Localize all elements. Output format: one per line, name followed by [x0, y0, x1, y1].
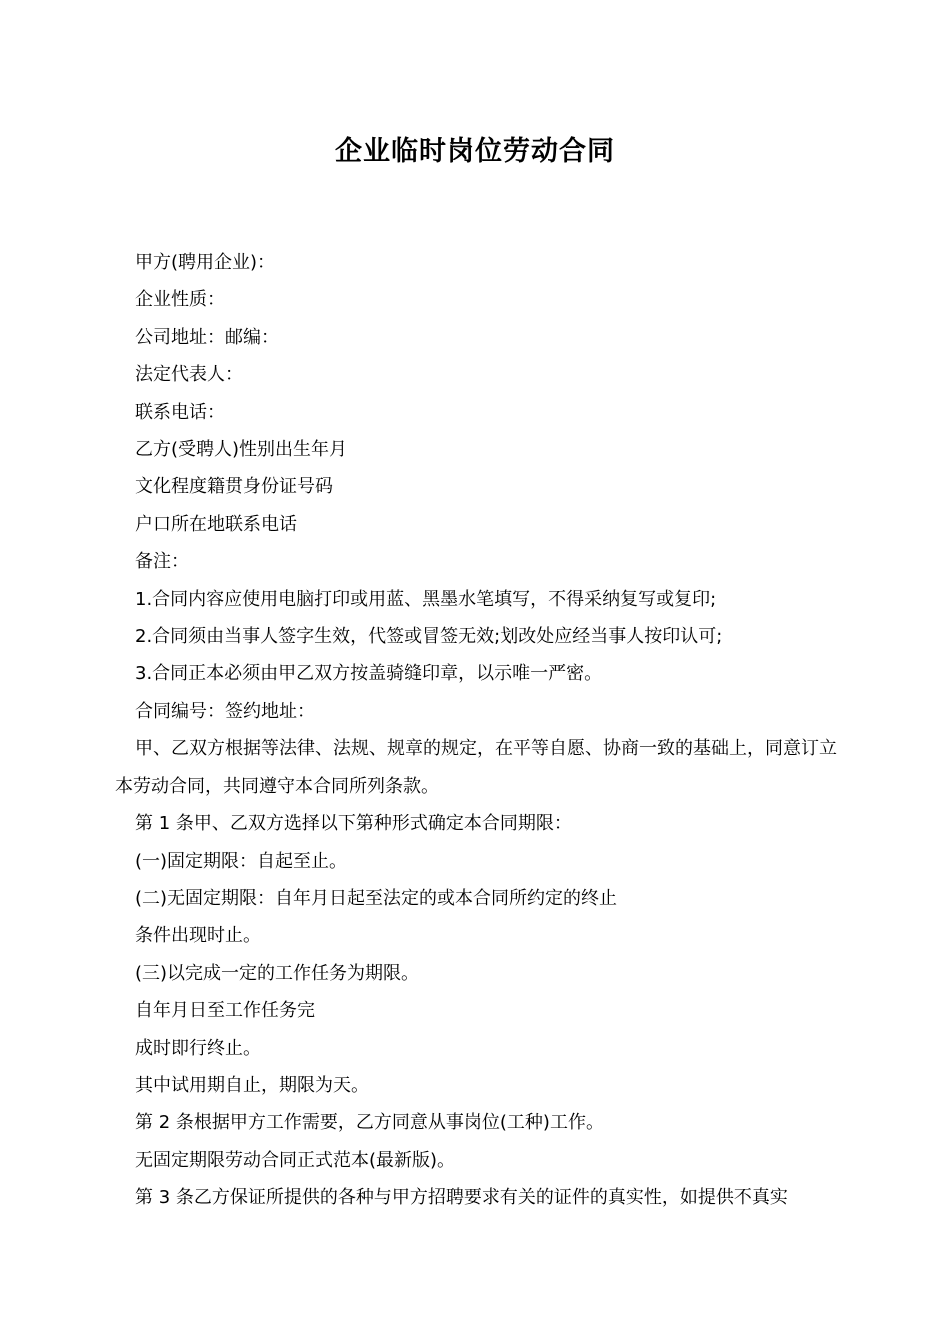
remark-item: 1.合同内容应使用电脑打印或用蓝、黑墨水笔填写，不得采纳复写或复印;	[135, 588, 717, 610]
article-paragraph: 第 1 条甲、乙双方选择以下第种形式确定本合同期限：	[135, 813, 572, 835]
clause-paragraph: 成时即行终止。	[135, 1037, 261, 1059]
document-body	[115, 244, 837, 1217]
clause-paragraph: 无固定期限劳动合同正式范本(最新版)。	[135, 1149, 456, 1171]
article-paragraph: 第 3 条乙方保证所提供的各种与甲方招聘要求有关的证件的真实性，如提供不真实	[135, 1187, 788, 1209]
contract-number-line: 合同编号：签约地址：	[135, 700, 315, 722]
clause-paragraph: 其中试用期自止，期限为天。	[135, 1074, 369, 1096]
party-a-line: 甲方(聘用企业)：	[135, 252, 276, 273]
household-line: 户口所在地联系电话	[135, 513, 297, 535]
document-title: 企业临时岗位劳动合同	[335, 136, 615, 167]
preamble-paragraph: 甲、乙双方根据等法律、法规、规章的规定，在平等自愿、协商一致的基础上，同意订立本劳动合同，共同遵守本合同所列条款。	[115, 738, 837, 797]
article-paragraph: 第 2 条根据甲方工作需要，乙方同意从事岗位(工种)工作。	[135, 1112, 604, 1134]
contact-phone-line: 联系电话：	[135, 401, 225, 423]
education-line: 文化程度籍贯身份证号码	[135, 476, 333, 498]
enterprise-nature-line: 企业性质：	[135, 289, 225, 311]
legal-representative-line: 法定代表人：	[135, 364, 243, 386]
clause-paragraph: (二)无固定期限：自年月日起至法定的或本合同所约定的终止	[135, 887, 618, 909]
remark-item: 3.合同正本必须由甲乙双方按盖骑缝印章，以示唯一严密。	[135, 663, 603, 685]
company-address-line: 公司地址：邮编：	[135, 326, 279, 348]
remarks-heading: 备注：	[135, 551, 189, 573]
clause-paragraph: 自年月日至工作任务完	[135, 1000, 315, 1022]
clause-paragraph: (一)固定期限：自起至止。	[135, 850, 348, 872]
party-b-line: 乙方(受聘人)性别出生年月	[135, 439, 348, 461]
clause-paragraph: (三)以完成一定的工作任务为期限。	[135, 962, 420, 984]
remark-item: 2.合同须由当事人签字生效，代签或冒签无效;划改处应经当事人按印认可;	[135, 626, 723, 648]
clause-paragraph: 条件出现时止。	[135, 925, 261, 947]
